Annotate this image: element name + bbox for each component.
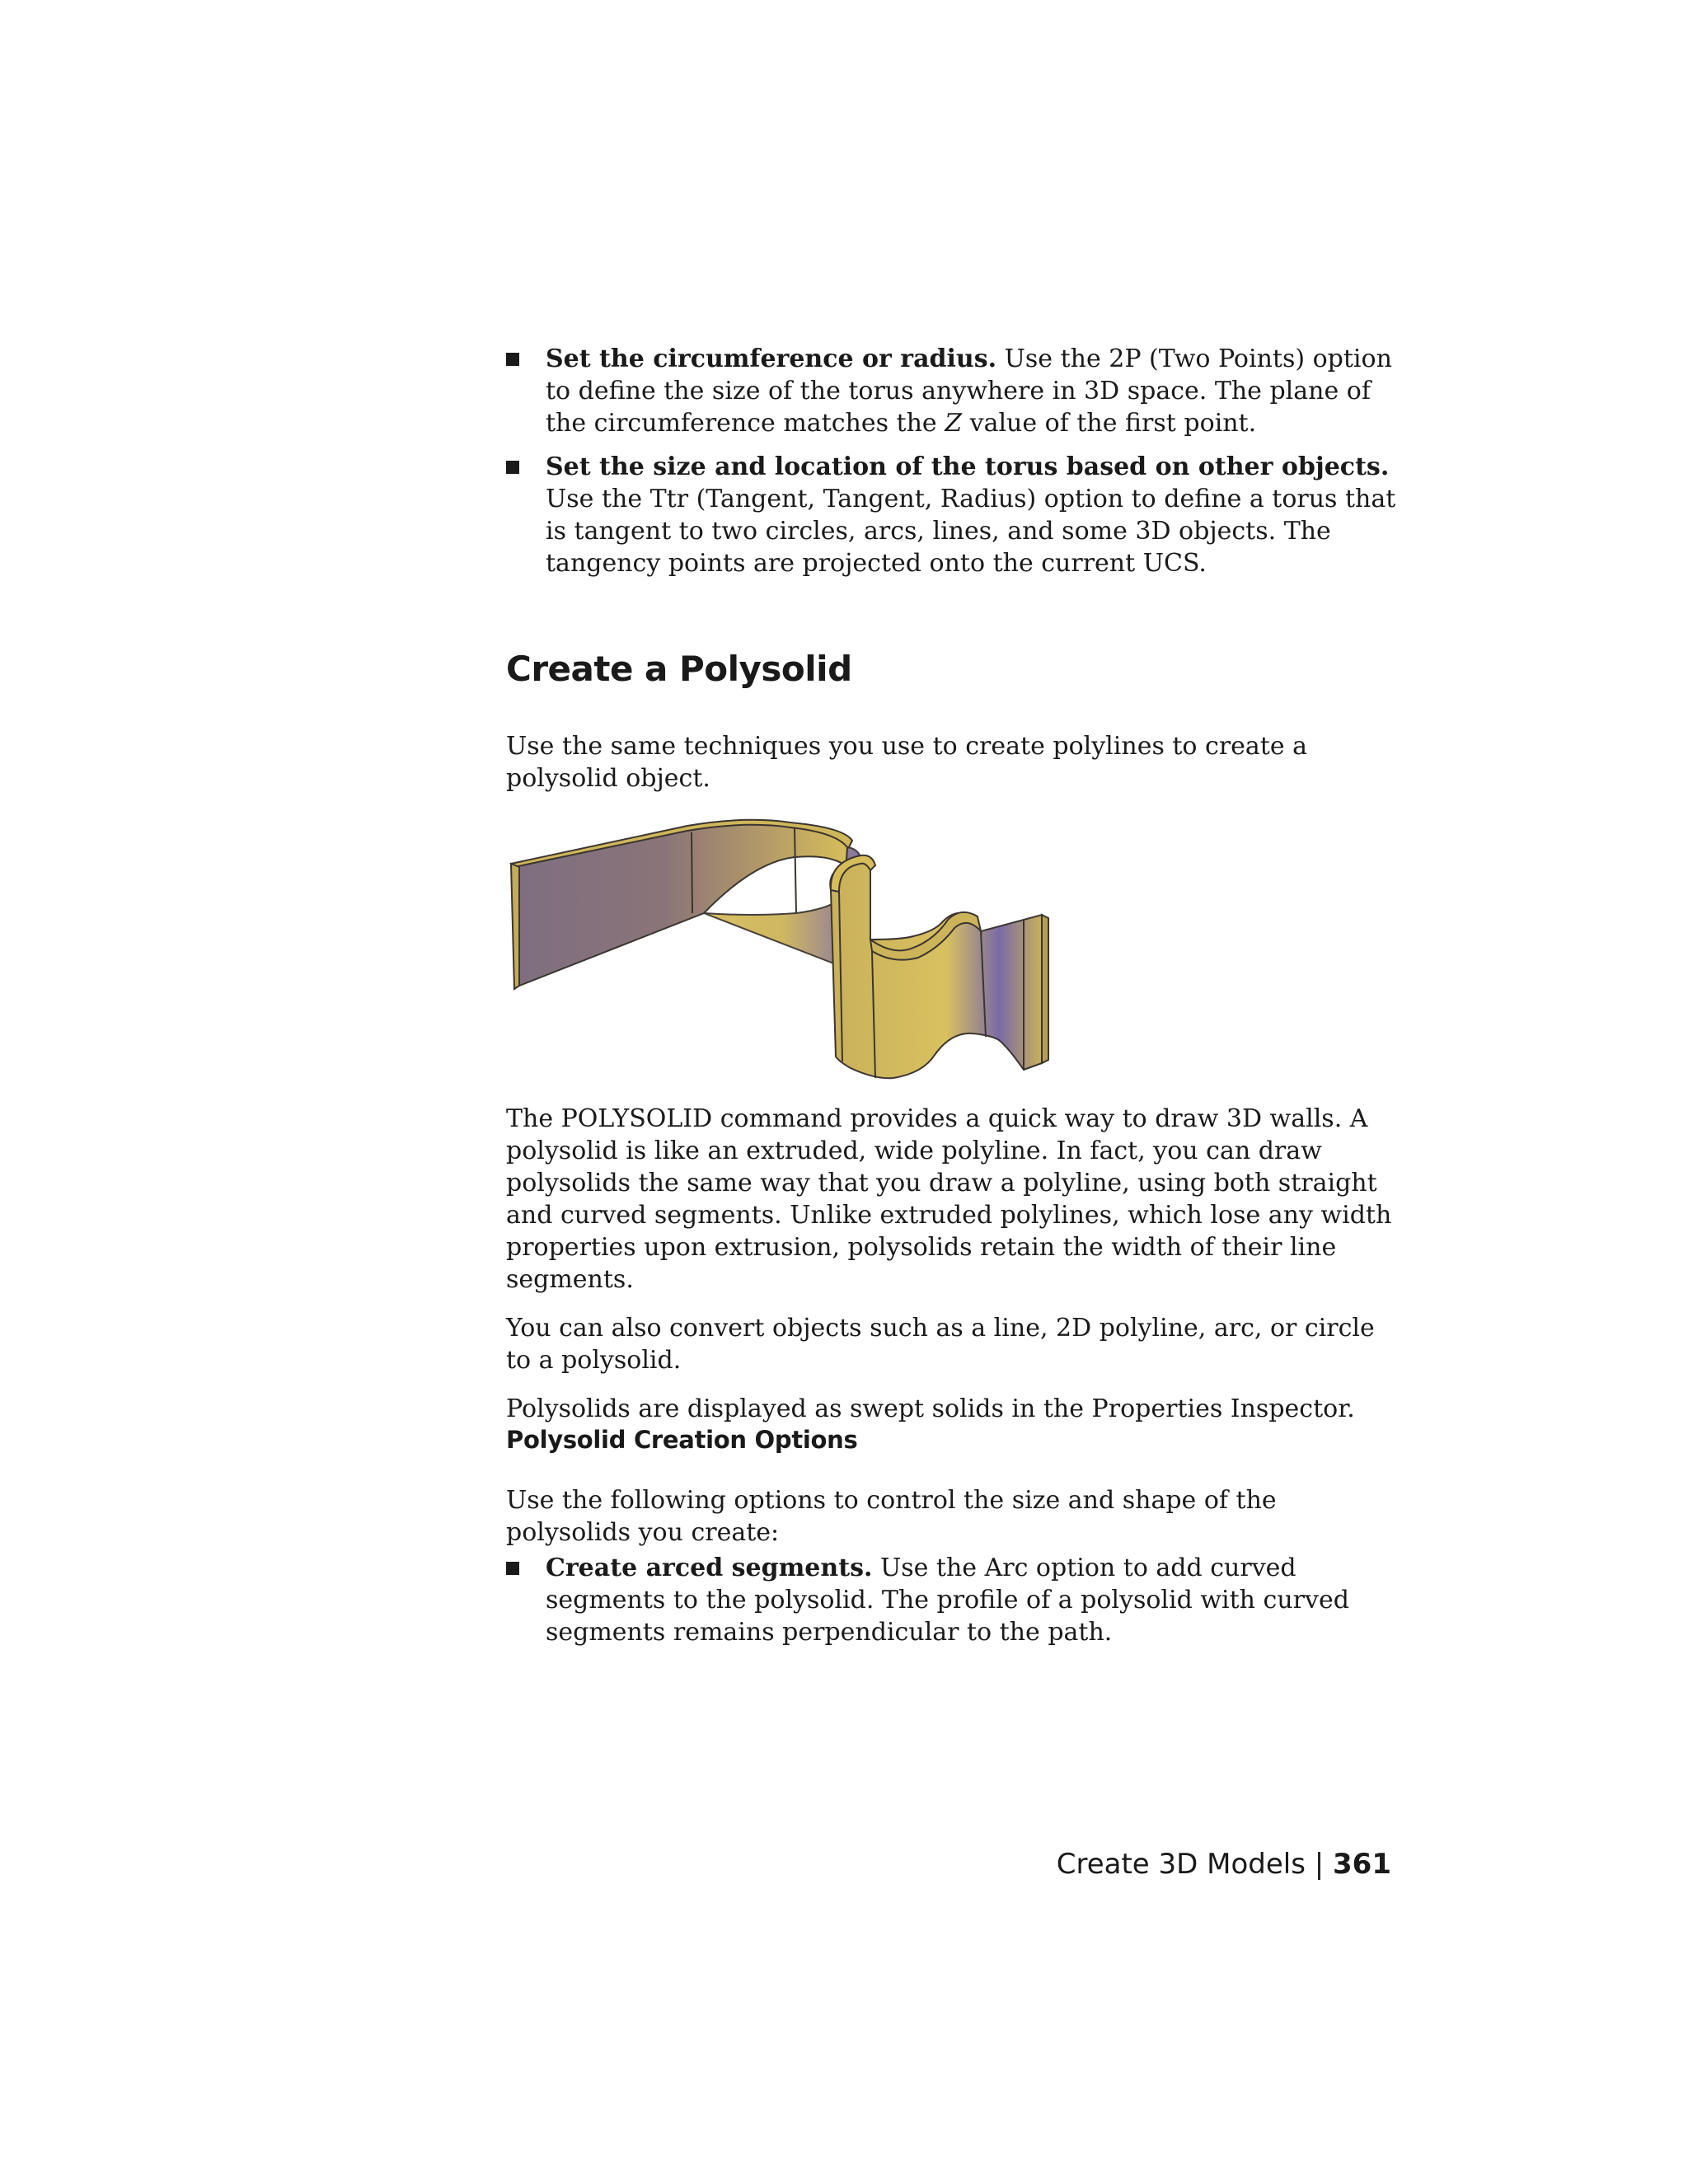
polysolid-figure: [506, 816, 1050, 1080]
footer-chapter: Create 3D Models |: [1056, 1848, 1325, 1881]
bullet-text-after: value of the first point.: [962, 409, 1257, 438]
bullet-heading: Set the size and location of the torus based on other objects.: [546, 452, 1390, 481]
bullet-square-icon: [506, 461, 519, 474]
list-item: [506, 1552, 1396, 1648]
bullet-square-icon: [506, 1562, 519, 1575]
bullet-text: Use the 2P (Two Points) option to define the size of the torus anywhere in 3D space. The plane of the circumference matches the: [546, 344, 1392, 438]
body-paragraph: You can also convert objects such as a line, 2D polyline, arc, or circle to a polysolid.: [506, 1314, 1375, 1375]
bullet-text: Use the Ttr (Tangent, Tangent, Radius) option to define a torus that is tangent to two circles, arcs, lines, and some 3D objects. The tangency points are projected onto the current UCS.: [546, 485, 1396, 578]
section-intro: Use the same techniques you use to create polylines to create a polysolid object.: [506, 732, 1308, 793]
section-body: [506, 1103, 1396, 1425]
bullet-text: Use the Arc option to add curved segments to the polysolid. The profile of a polysolid with curved segments remains perpendicular to the path.: [546, 1554, 1349, 1647]
section-title: Create a Polysolid: [506, 649, 852, 689]
bullet-square-icon: [506, 353, 519, 366]
list-item: [506, 343, 1396, 439]
bullet-list-options: [506, 1552, 1396, 1648]
polysolid-illustration: [506, 816, 1050, 1080]
subsection-intro: Use the following options to control the size and shape of the polysolids you create:: [506, 1486, 1277, 1547]
bullet-italic: Z: [945, 409, 963, 438]
bullet-list-top: [506, 343, 1396, 579]
body-paragraph: Polysolids are displayed as swept solids in the Properties Inspector.: [506, 1394, 1355, 1423]
body-paragraph: The POLYSOLID command provides a quick way to draw 3D walls. A polysolid is like an extruded, wide polyline. In fact, you can draw polysolids the same way that you draw a polyline, using both straight and curved segments. Unlike extruded polylines, which lose any width properties upon extrusion, polysolids retain the width of their line segments.: [506, 1104, 1392, 1294]
list-item: [506, 451, 1396, 579]
subsection-title: Polysolid Creation Options: [506, 1426, 858, 1454]
page-number: 361: [1333, 1848, 1391, 1881]
bullet-heading: Create arced segments.: [546, 1554, 873, 1582]
page-footer: [1057, 1846, 1391, 1882]
bullet-heading: Set the circumference or radius.: [546, 344, 997, 373]
